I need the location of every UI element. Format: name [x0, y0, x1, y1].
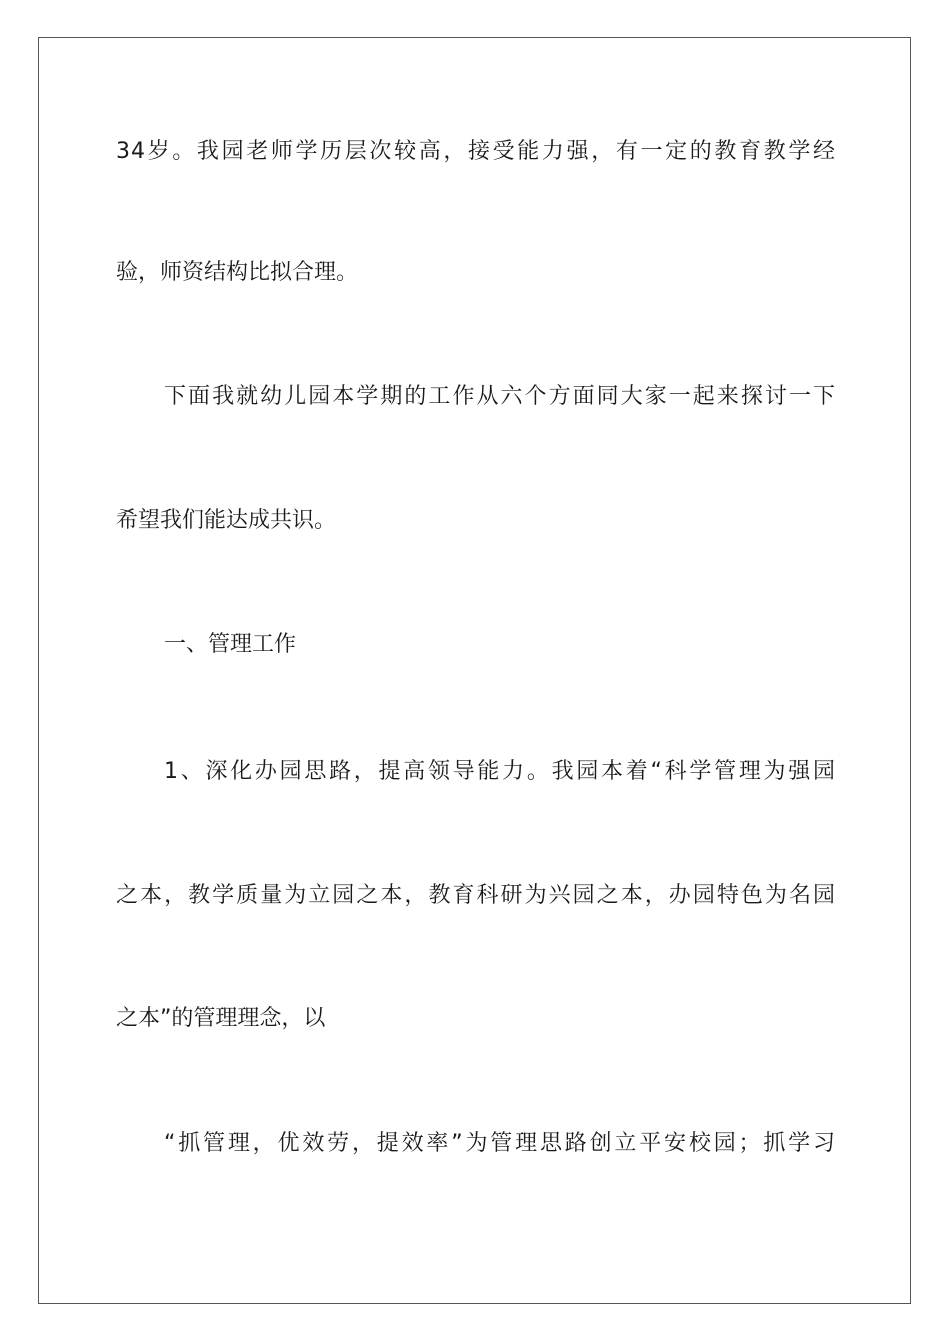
paragraph-line-9: “抓管理，优效劳，提效率”为管理思路创立平安校园；抓学习	[164, 1131, 836, 1156]
paragraph-line-1: 34岁。我园老师学历层次较高，接受能力强，有一定的教育教学经	[116, 139, 836, 164]
section-heading: 一、管理工作	[164, 632, 297, 657]
paragraph-line-2: 验，师资结构比拟合理。	[116, 260, 359, 285]
paragraph-line-7: 之本，教学质量为立园之本，教育科研为兴园之本，办园特色为名园	[116, 883, 836, 908]
page-border	[38, 37, 911, 1304]
paragraph-line-8: 之本”的管理理念，以	[116, 1006, 326, 1031]
paragraph-line-4: 希望我们能达成共识。	[116, 508, 337, 533]
paragraph-line-6: 1、深化办园思路，提高领导能力。我园本着“科学管理为强园	[164, 759, 836, 784]
paragraph-line-3: 下面我就幼儿园本学期的工作从六个方面同大家一起来探讨一下	[164, 384, 836, 409]
